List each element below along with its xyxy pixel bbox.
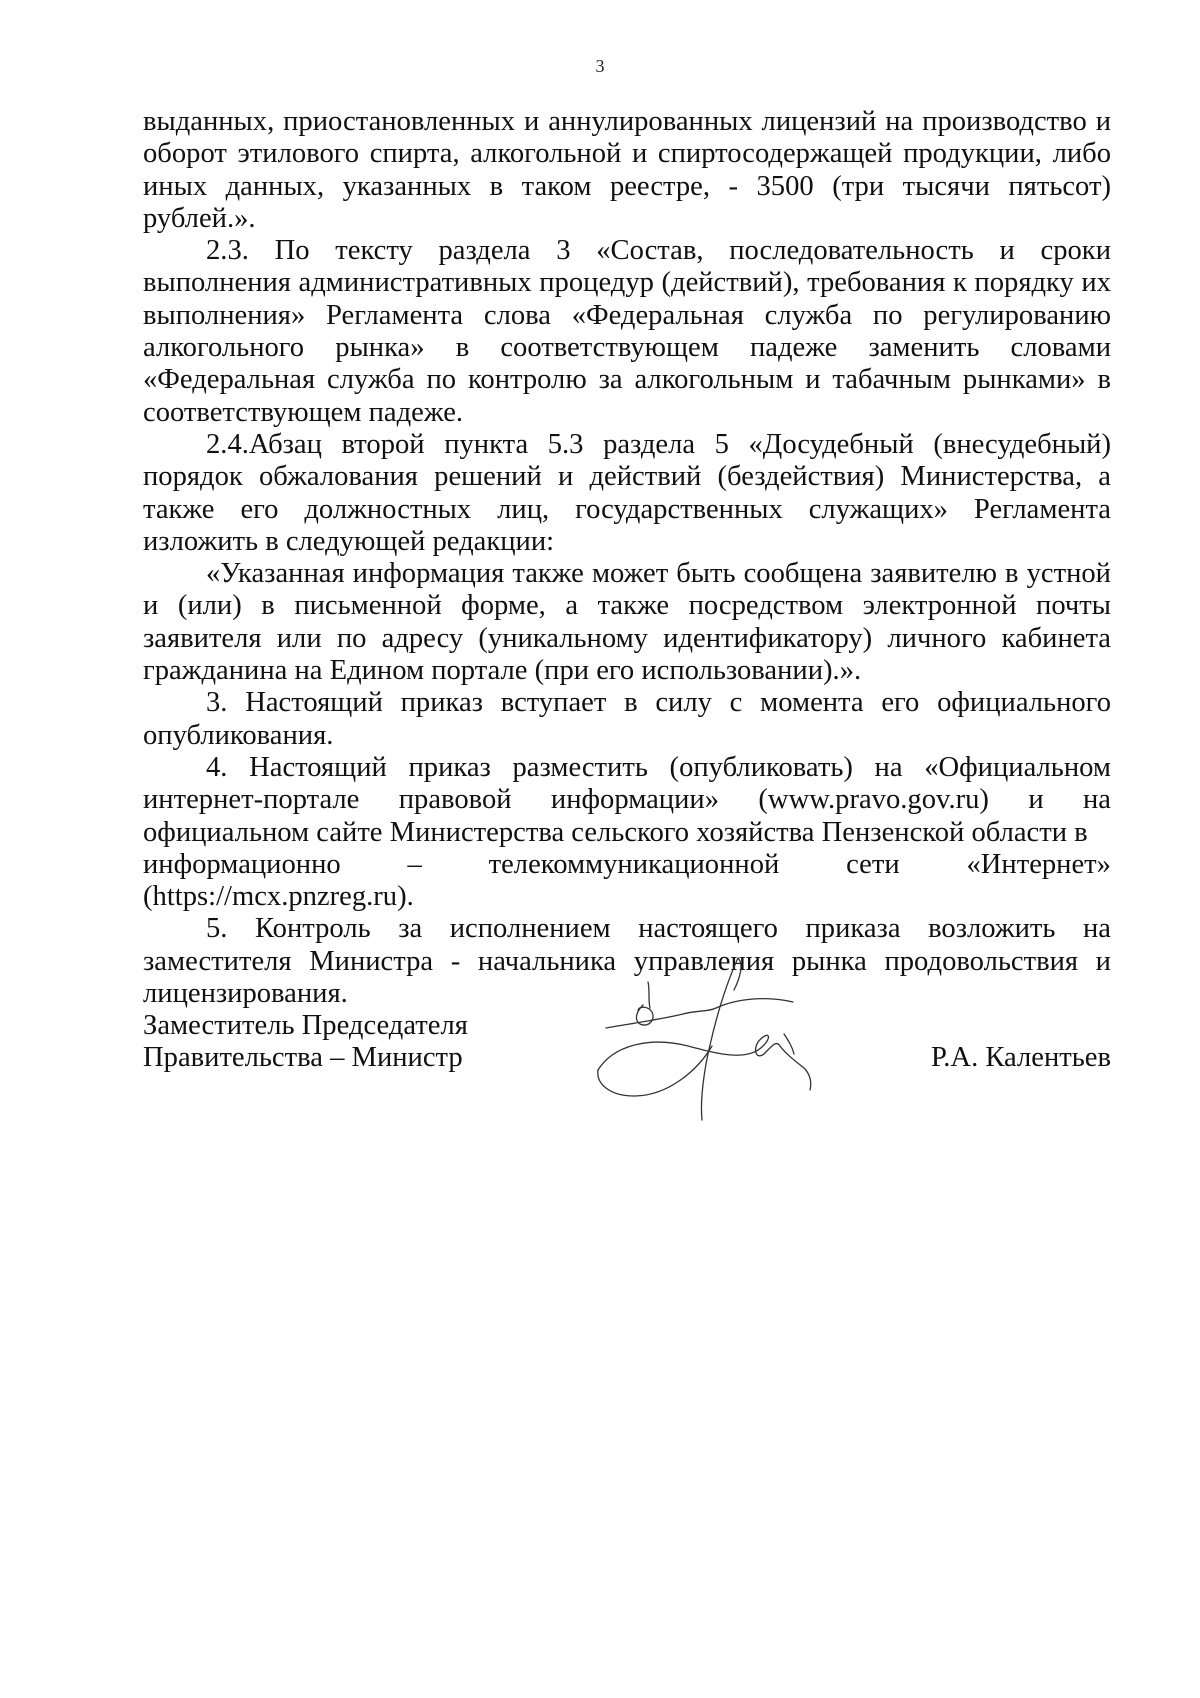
signer-title [143,1010,468,1075]
paragraph-4-word: сети [846,848,900,880]
signer-title-line: Заместитель Председателя [143,1010,468,1041]
paragraph-4: 4. Настоящий приказ разместить (опубликовать) на «Официальном интернет-портале правовой информации» (www.pravo.gov.ru) и на официальном сайте Министерства сельского хозяйства Пензенской области в [143,751,1111,848]
paragraph-4-url: (https://mcx.pnzreg.ru). [143,881,414,913]
paragraph-quote: «Указанная информация также может быть сообщена заявителю в устной и (или) в письменной форме, а также посредством электронной почты заявителя или по адресу (уникальному идентификатору) личного кабинета гражданина на Едином портале (при его использовании).». [143,558,1111,687]
paragraph-4-word: «Интернет» [966,848,1111,880]
handwritten-signature [588,950,838,1135]
paragraph-2-4: 2.4.Абзац второй пункта 5.3 раздела 5 «Досудебный (внесудебный) порядок обжалования решений и действий (бездействия) Министерства, а также его должностных лиц, государственных служащих» Регламента изложить в следующей редакции: [143,428,1111,557]
signature-block [143,1010,1111,1140]
signer-title-line: Правительства – Министр [143,1042,463,1074]
paragraph-2-3: 2.3. По тексту раздела 3 «Состав, последовательность и сроки выполнения административных процедур (действий), требования к порядку их выполнения» Регламента слова «Федеральная служба по регулированию алкогольного рынка» в соответствующем падеже заменить словами «Федеральная служба по контролю за алкогольным и табачным рынками» в соответствующем падеже. [143,235,1111,428]
page-number: 3 [595,56,605,76]
paragraph-continuation: выданных, приостановленных и аннулированных лицензий на производство и оборот этилового спирта, алкогольной и спиртосодержащей продукции, либо иных данных, указанных в таком реестре, - 3500 (три тысячи пятьсот) рублей.». [143,106,1111,234]
signer-name: Р.А. Калентьев [930,1042,1111,1073]
paragraph-4-word: телекоммуникационной [488,848,780,880]
paragraph-4-line [143,849,1111,881]
paragraph-5: 5. Контроль за исполнением настоящего приказа возложить на заместителя Министра - начальника управления рынка продовольствия и лицензирования. [143,913,1111,1010]
document-body [143,106,1111,1010]
paragraph-4-word: – [407,848,422,880]
paragraph-3: 3. Настоящий приказ вступает в силу с момента его официального опубликования. [143,687,1111,751]
paragraph-4-word: информационно [143,848,341,880]
